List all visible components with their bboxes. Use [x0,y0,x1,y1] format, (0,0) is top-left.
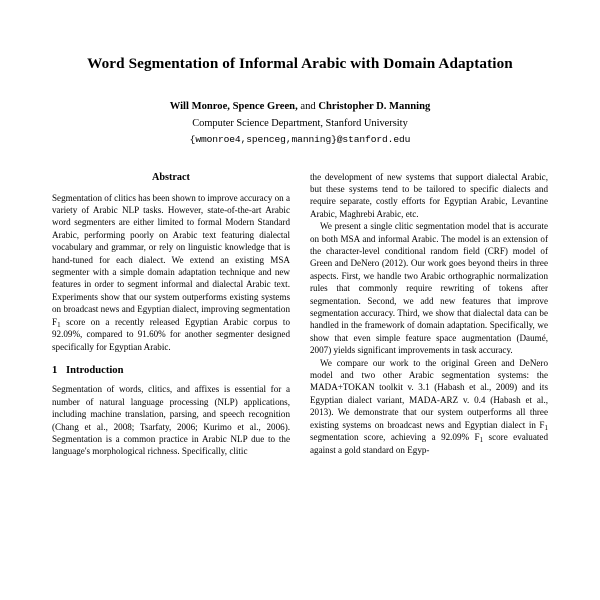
right-paragraph-3: We compare our work to the original Green and DeNero model and two other Arabic segmentation systems: the MADA+TOKAN toolkit v. 3.1 (Habash et al., 2009) and its Egyptian dialect variant, MADA-ARZ v. 0.4 (Habash et al., 2013). We demonstrate that our system outperforms all three existing systems on broadcast news and Egyptian dialect in $F_1$ segmentation score, achieving a 92.09% $F_1$ score evaluated against a gold standard on Egyp- [310,357,549,455]
left-column [52,171,290,458]
author-two: Spence Green, [232,100,298,112]
section-heading-introduction [52,364,290,378]
author-three: Christopher D. Manning [318,100,431,112]
right-paragraph-1: the development of new systems that support dialectal Arabic, but these systems tend to be tailored to specific dialects and require separate, costly efforts for Egyptian Arabic, Levantine Arabic, Maghrebi Arabic, etc. [310,171,548,219]
author-list [52,100,548,115]
abstract-body [52,192,290,353]
intro-paragraph-1: Segmentation of words, clitics, and affixes is essential for a number of natural language processing (NLP) applications, including machine translation, parsing, and speech recognition (Chang et al., 2008; Tsarfaty, 2006; Kurimo et al., 2006). Segmentation is a common practice in Arabic NLP due to the language's morphological richness. Specifically, clitic [52,384,290,457]
author-conjunction: and [300,100,316,112]
right-paragraph-2: We present a single clitic segmentation model that is accurate on both MSA and informal Arabic. The model is an extension of the character-level conditional random field (CRF) model of Green and DeNero (2012). Our work goes beyond theirs in three aspects. First, we handle two Arabic orthographic normalization rules that commonly require rewriting of tokens after segmentation. Second, we add new features that improve segmentation accuracy. Third, we show that dialectal data can be handled in the framework of domain adaptation. Specifically, we show that even simple feature space augmentation (Daumé, 2007) yields significant improvements in task accuracy. [310,221,548,356]
abstract-heading: Abstract [152,171,190,183]
section-title: Introduction [66,364,124,376]
affiliation: Computer Science Department, Stanford University [192,117,408,129]
two-column-body [52,171,548,458]
abstract-paragraph: Segmentation of clitics has been shown to improve accuracy on a variety of Arabic NLP tasks. However, state-of-the-art Arabic word segmenters are either limited to formal Modern Standard Arabic, performing poorly on Arabic text featuring dialectal vocabulary and grammar, or rely on linguistic knowledge that is hand-tuned for each dialect. We extend an existing MSA segmenter with a simple domain adaptation technique and new features in order to segment informal and dialectal Arabic text. Experiments show that our system outperforms existing systems on broadcast news and Egyptian dialect, improving segmentation $F_1$ score on a recently released Egyptian Arabic corpus to 92.09%, compared to 91.60% for another segmenter designed specifically for Egyptian Arabic. [52,192,290,352]
email-address: {wmonroe4,spenceg,manning}@stanford.edu [189,133,411,145]
author-one: Will Monroe, [169,100,230,112]
page-title: Word Segmentation of Informal Arabic with Domain Adaptation [87,55,513,72]
section-number: 1 [52,364,58,376]
right-column [310,171,548,458]
